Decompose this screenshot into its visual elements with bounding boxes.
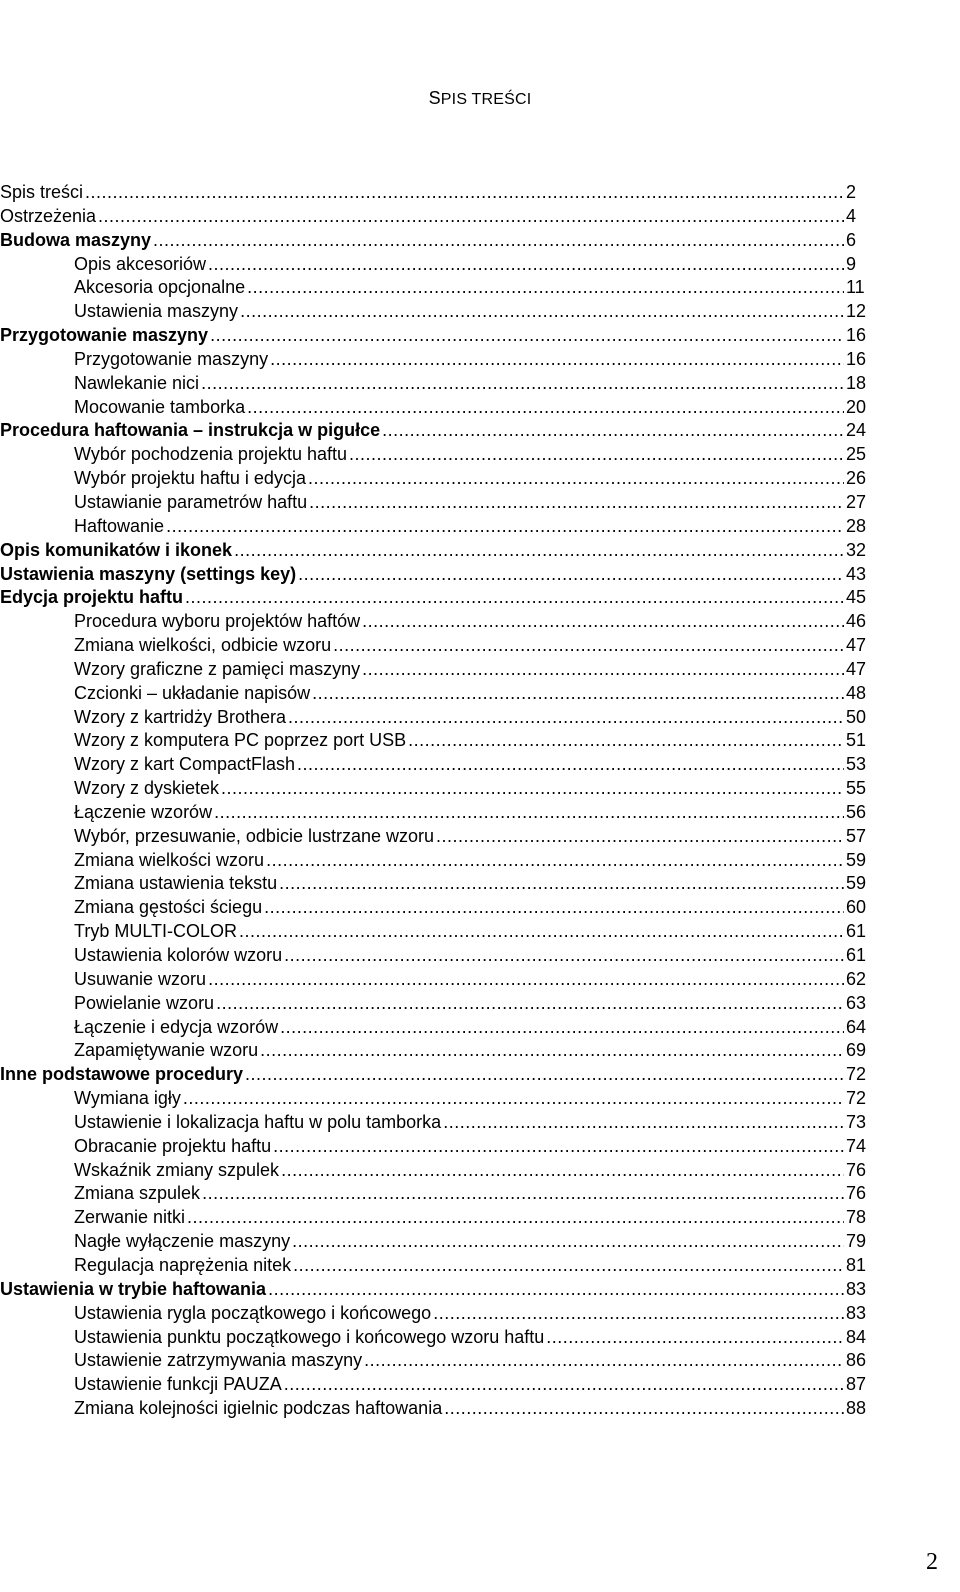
toc-leader-dots [297,753,844,777]
toc-leader-dots [201,372,844,396]
toc-entry-label: Edycja projektu haftu [0,587,184,608]
toc-entry-label: Procedura wyboru projektów haftów [74,611,361,632]
toc-leader-dots [309,491,844,515]
toc-entry[interactable] [0,1278,870,1302]
toc-entry[interactable] [0,1254,870,1278]
toc-leader-dots [333,634,844,658]
toc-leader-dots [247,276,844,300]
toc-entry[interactable] [0,992,870,1016]
toc-entry-page: 4 [846,205,857,226]
toc-entry-page: 81 [846,1254,867,1275]
toc-entry-page: 46 [846,611,867,632]
toc-entry-label: Czcionki – układanie napisów [74,682,311,703]
toc-entry-page: 87 [846,1374,867,1395]
toc-leader-dots [288,706,844,730]
toc-leader-dots [546,1326,844,1350]
toc-entry[interactable] [0,276,870,300]
toc-entry-page: 84 [846,1326,867,1347]
toc-entry-page: 59 [846,849,867,870]
toc-entry-page: 63 [846,992,867,1013]
toc-entry[interactable] [0,181,870,205]
toc-entry-label: Zmiana wielkości, odbicie wzoru [74,635,332,656]
toc-entry-label: Obracanie projektu haftu [74,1135,272,1156]
toc-leader-dots [202,1182,844,1206]
toc-entry-page: 79 [846,1231,867,1252]
toc-entry[interactable] [0,825,870,849]
toc-entry-label: Nagłe wyłączenie maszyny [74,1231,291,1252]
toc-entry-page: 83 [846,1302,867,1323]
toc-leader-dots [98,205,844,229]
toc-entry-label: Opis akcesoriów [74,253,207,274]
toc-entry-page: 45 [846,587,867,608]
toc-entry-label: Wskaźnik zmiany szpulek [74,1159,280,1180]
toc-entry-label: Wybór projektu haftu i edycja [74,468,306,489]
toc-leader-dots [436,825,844,849]
toc-entry[interactable] [0,1206,870,1230]
toc-leader-dots [208,968,844,992]
page-title [0,88,960,109]
toc-entry-label: Wzory z dyskietek [74,778,220,799]
toc-entry-page: 12 [846,301,867,322]
toc-entry-label: Opis komunikatów i ikonek [0,539,233,560]
toc-entry[interactable] [0,872,870,896]
toc-entry-page: 2 [846,182,857,202]
toc-entry[interactable] [0,610,870,634]
toc-leader-dots [362,610,844,634]
toc-entry[interactable] [0,372,870,396]
toc-leader-dots [239,920,844,944]
toc-leader-dots [284,944,844,968]
toc-entry-page: 27 [846,491,867,512]
toc-leader-dots [293,1254,844,1278]
toc-entry-page: 32 [846,539,867,560]
table-of-contents [0,181,870,1421]
toc-entry-label: Wzory z komputera PC poprzez port USB [74,730,407,751]
toc-entry[interactable] [0,920,870,944]
toc-entry[interactable] [0,1373,870,1397]
toc-entry-label: Ustawienia maszyny (settings key) [0,563,297,584]
toc-entry-page: 86 [846,1350,867,1371]
toc-entry-label: Procedura haftowania – instrukcja w pigułce [0,420,381,441]
toc-entry[interactable] [0,658,870,682]
toc-entry[interactable] [0,896,870,920]
toc-entry-label: Nawlekanie nici [74,372,200,393]
toc-leader-dots [281,1159,844,1183]
toc-entry-label: Budowa maszyny [0,229,152,250]
toc-entry[interactable] [0,300,870,324]
toc-entry-label: Tryb MULTI-COLOR [74,921,238,942]
toc-entry[interactable] [0,1302,870,1326]
toc-entry[interactable] [0,1111,870,1135]
toc-entry-label: Ustawianie parametrów haftu [74,491,308,512]
toc-entry-label: Łączenie i edycja wzorów [74,1016,279,1037]
toc-entry-label: Haftowanie [74,515,165,536]
toc-leader-dots [443,1111,844,1135]
toc-entry[interactable] [0,229,870,253]
toc-entry[interactable] [0,515,870,539]
toc-entry-label: Zmiana ustawienia tekstu [74,873,278,894]
toc-leader-dots [433,1302,844,1326]
toc-entry-page: 28 [846,515,867,536]
toc-entry[interactable] [0,419,870,443]
toc-leader-dots [216,992,844,1016]
toc-entry[interactable] [0,396,870,420]
toc-leader-dots [273,1135,844,1159]
toc-entry-label: Ustawienie i lokalizacja haftu w polu tamborka [74,1111,442,1132]
toc-entry-page: 24 [846,420,867,441]
toc-entry-label: Spis treści [0,182,84,202]
toc-entry[interactable] [0,634,870,658]
toc-entry-page: 16 [846,325,867,346]
toc-entry[interactable] [0,1326,870,1350]
toc-entry[interactable] [0,1182,870,1206]
toc-entry-page: 53 [846,754,867,775]
toc-entry-label: Łączenie wzorów [74,801,213,822]
toc-entry[interactable] [0,729,870,753]
toc-entry[interactable] [0,1063,870,1087]
toc-entry-label: Przygotowanie maszyny [0,325,209,346]
toc-entry-label: Usuwanie wzoru [74,968,207,989]
toc-entry-page: 48 [846,682,867,703]
toc-entry-label: Przygotowanie maszyny [74,348,269,369]
toc-leader-dots [166,515,844,539]
toc-entry-page: 51 [846,730,867,751]
toc-entry[interactable] [0,1087,870,1111]
page-title-rest: PIS TREŚCI [440,91,532,108]
toc-entry-page: 62 [846,968,867,989]
toc-entry-label: Ustawienia rygla początkowego i końcowego [74,1302,432,1323]
toc-entry[interactable] [0,1159,870,1183]
toc-leader-dots [280,1016,844,1040]
toc-leader-dots [214,801,844,825]
toc-entry-page: 88 [846,1398,867,1419]
toc-leader-dots [240,300,844,324]
toc-entry-page: 76 [846,1183,867,1204]
toc-entry-label: Mocowanie tamborka [74,396,246,417]
toc-entry-label: Ustawienie zatrzymywania maszyny [74,1350,363,1371]
toc-entry[interactable] [0,1397,870,1421]
toc-entry-page: 61 [846,921,867,942]
page-number: 2 [926,1549,938,1575]
toc-leader-dots [382,419,844,443]
toc-entry-label: Wybór, przesuwanie, odbicie lustrzane wzoru [74,825,435,846]
toc-entry[interactable] [0,324,870,348]
toc-entry-label: Zerwanie nitki [74,1207,186,1228]
toc-entry-page: 73 [846,1111,867,1132]
toc-entry[interactable] [0,467,870,491]
toc-leader-dots [153,229,844,253]
toc-leader-dots [234,539,844,563]
toc-entry-label: Zmiana szpulek [74,1183,201,1204]
toc-entry-label: Powielanie wzoru [74,992,215,1013]
toc-entry-page: 18 [846,372,867,393]
toc-entry-page: 26 [846,468,867,489]
toc-entry[interactable] [0,777,870,801]
toc-entry-page: 83 [846,1278,867,1299]
toc-entry[interactable] [0,1039,870,1063]
toc-entry-label: Wybór pochodzenia projektu haftu [74,444,348,465]
toc-entry-label: Wzory z kart CompactFlash [74,754,296,775]
toc-entry-page: 20 [846,396,867,417]
toc-leader-dots [279,872,844,896]
toc-entry-page: 9 [846,253,857,274]
toc-entry-label: Ustawienia kolorów wzoru [74,945,283,965]
toc-entry-label: Wzory graficzne z pamięci maszyny [74,658,361,679]
toc-entry[interactable] [0,586,870,610]
toc-leader-dots [247,396,844,420]
toc-leader-dots [364,1349,844,1373]
toc-entry[interactable] [0,443,870,467]
toc-entry[interactable] [0,491,870,515]
toc-leader-dots [284,1373,844,1397]
toc-entry-label: Ustawienie funkcji PAUZA [74,1374,282,1395]
toc-entry-page: 72 [846,1064,867,1085]
toc-leader-dots [210,324,844,348]
toc-entry-page: 59 [846,873,867,894]
toc-entry-page: 78 [846,1207,867,1228]
toc-entry[interactable] [0,1349,870,1373]
toc-leader-dots [208,253,844,277]
toc-entry-label: Regulacja naprężenia nitek [74,1254,292,1275]
toc-entry-page: 64 [846,1016,867,1037]
toc-entry-page: 55 [846,778,867,799]
toc-entry-page: 16 [846,348,867,369]
toc-leader-dots [292,1230,844,1254]
toc-leader-dots [266,849,844,873]
toc-entry[interactable] [0,563,870,587]
toc-leader-dots [298,563,844,587]
toc-entry-page: 61 [846,945,867,965]
toc-entry-page: 69 [846,1040,867,1061]
toc-entry-page: 47 [846,658,867,679]
toc-entry[interactable] [0,968,870,992]
toc-entry-label: Inne podstawowe procedury [0,1064,244,1085]
toc-leader-dots [264,896,844,920]
toc-entry-page: 76 [846,1159,867,1180]
toc-entry-page: 43 [846,563,867,584]
toc-entry[interactable] [0,539,870,563]
toc-entry-page: 11 [846,277,865,298]
toc-entry-label: Ostrzeżenia [0,205,97,226]
toc-entry-page: 25 [846,444,867,465]
toc-leader-dots [308,467,844,491]
toc-entry-label: Wymiana igły [74,1088,181,1109]
page-title-initial: S [428,88,441,108]
toc-entry[interactable] [0,348,870,372]
toc-entry[interactable] [0,944,870,968]
toc-entry[interactable] [0,849,870,873]
toc-leader-dots [183,1087,844,1111]
toc-entry-page: 60 [846,897,867,918]
toc-leader-dots [268,1278,844,1302]
toc-leader-dots [270,348,844,372]
toc-entry-label: Ustawienia maszyny [74,301,239,322]
toc-entry[interactable] [0,753,870,777]
toc-leader-dots [185,586,844,610]
toc-entry-label: Ustawienia punktu początkowego i końcowego wzoru haftu [74,1326,545,1347]
toc-entry[interactable] [0,706,870,730]
toc-leader-dots [187,1206,844,1230]
toc-leader-dots [362,658,844,682]
toc-leader-dots [85,181,844,205]
toc-entry[interactable] [0,253,870,277]
toc-entry-label: Ustawienia w trybie haftowania [0,1278,267,1299]
toc-entry-label: Zmiana gęstości ściegu [74,897,263,918]
toc-entry-label: Zapamiętywanie wzoru [74,1040,259,1061]
toc-entry[interactable] [0,801,870,825]
toc-leader-dots [245,1063,844,1087]
toc-entry-page: 57 [846,825,867,846]
toc-entry-label: Zmiana kolejności igielnic podczas haftowania [74,1398,443,1419]
toc-leader-dots [260,1039,844,1063]
toc-leader-dots [221,777,844,801]
toc-entry-label: Zmiana wielkości wzoru [74,849,265,870]
toc-leader-dots [349,443,844,467]
toc-entry-page: 74 [846,1135,867,1156]
toc-leader-dots [444,1397,844,1421]
toc-entry-page: 47 [846,635,867,656]
toc-entry-label: Wzory z kartridży Brothera [74,706,287,727]
toc-entry-page: 50 [846,706,867,727]
toc-entry[interactable] [0,682,870,706]
toc-entry[interactable] [0,1016,870,1040]
toc-entry[interactable] [0,1135,870,1159]
toc-leader-dots [312,682,844,706]
toc-entry-page: 72 [846,1088,867,1109]
toc-entry-label: Akcesoria opcjonalne [74,277,246,298]
toc-entry[interactable] [0,1230,870,1254]
toc-entry-page: 56 [846,801,867,822]
toc-entry-page: 6 [846,229,857,250]
toc-leader-dots [408,729,844,753]
toc-entry[interactable] [0,205,870,229]
